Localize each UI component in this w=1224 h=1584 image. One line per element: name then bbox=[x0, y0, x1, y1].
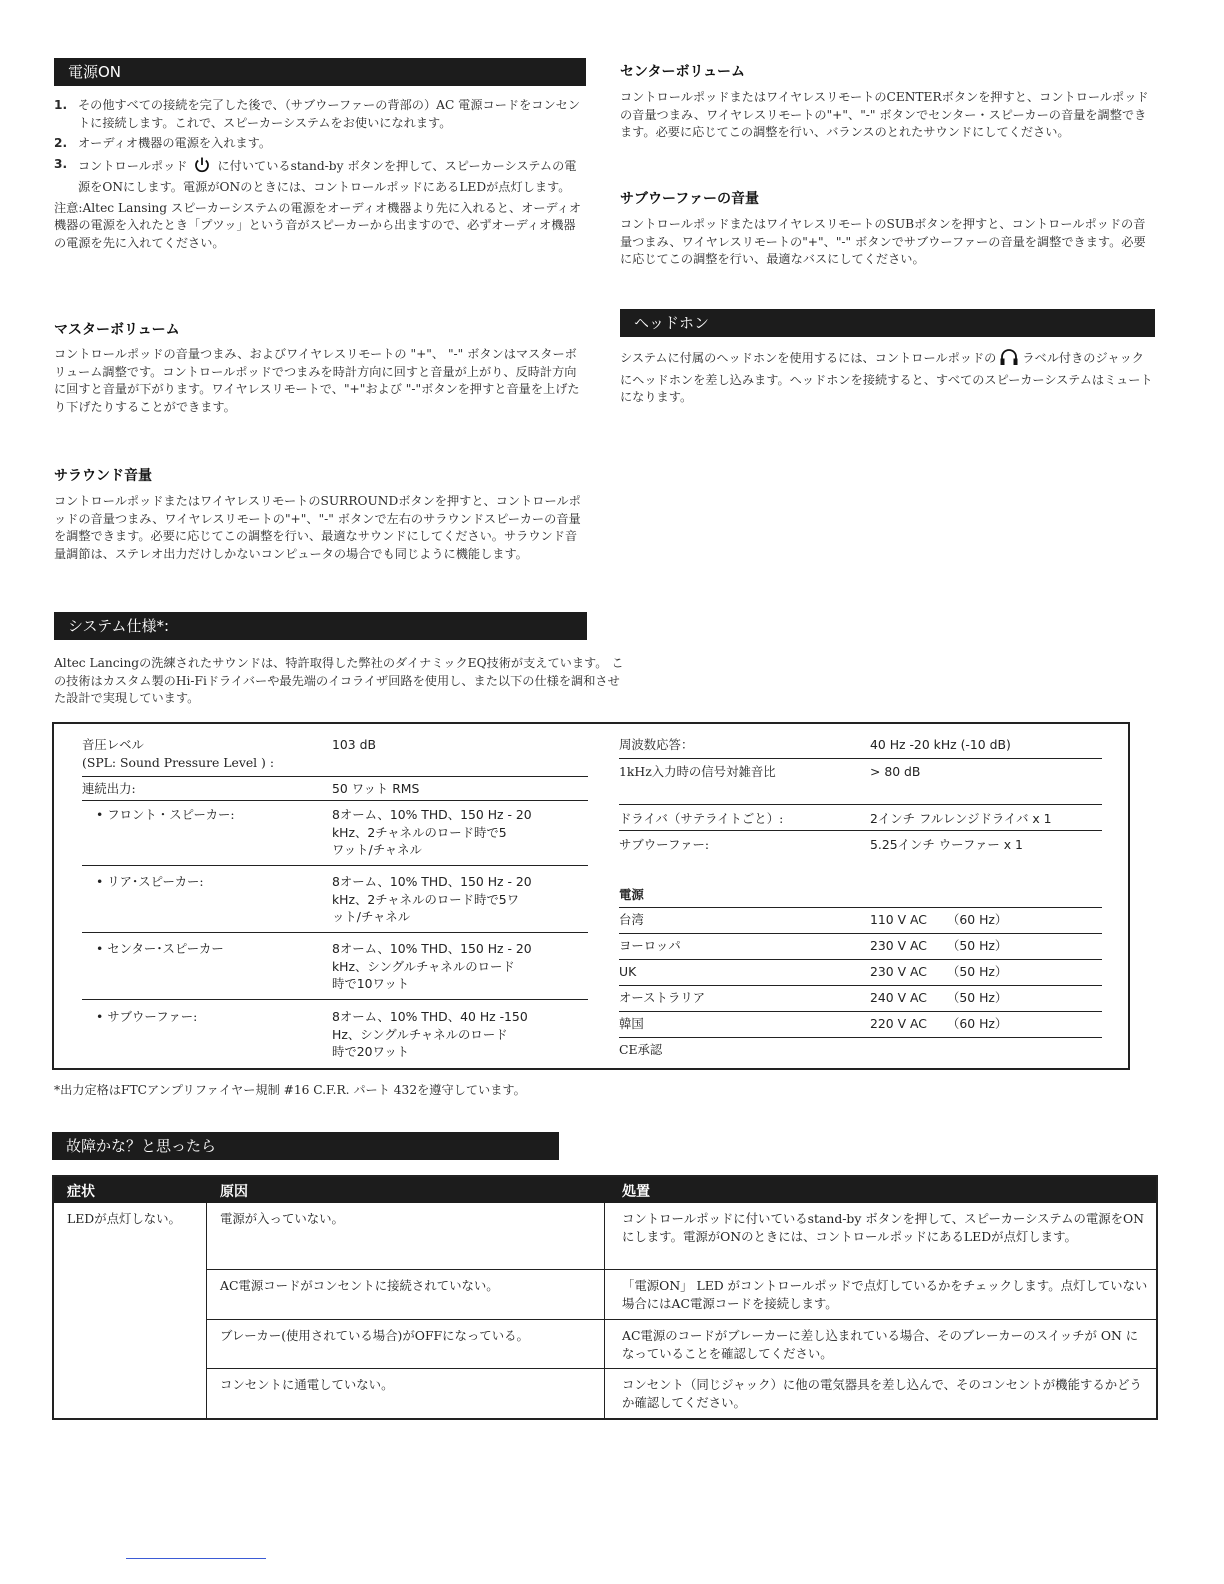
row-divider bbox=[206, 1368, 1158, 1369]
troubleshooting-table bbox=[52, 1175, 1158, 1420]
master-volume-text: コントロールポッドの音量つまみ、およびワイヤレスリモートの "+"、 "-" ボタンはマスターボリューム調整です。コントロールポッドでつまみを時計方向に回すと音量が上がり、反時計方向に回すと音量が下がります。ワイヤレスリモートで、"+"および "-"ボタンを押すと音量を上げたり下げたりすることができます。 bbox=[54, 347, 580, 414]
spec-label: 周波数応答： bbox=[619, 737, 694, 752]
power-voltage: 240 V AC bbox=[870, 990, 927, 1005]
divider bbox=[619, 985, 1102, 986]
divider bbox=[619, 959, 1102, 960]
list-item: 2. オーディオ機器の電源を入れます。 bbox=[54, 136, 272, 150]
power-on-note: 注意:Altec Lansing スピーカーシステムの電源をオーディオ機器より先に入れると、オーディオ機器の電源を入れたとき「プツッ」という音がスピーカーから出ますので、必ずオーディオ機器の電源を先に入れてください。 bbox=[54, 200, 582, 250]
header-cause: 原因 bbox=[220, 1184, 248, 1200]
power-region: 韓国 bbox=[619, 1016, 644, 1031]
footer-rule bbox=[126, 1558, 266, 1559]
spec-value: > 80 dB bbox=[870, 764, 921, 779]
divider bbox=[619, 933, 1102, 934]
power-on-steps bbox=[54, 97, 584, 197]
table-cell-cause: AC電源コードがコンセントに接続されていない。 bbox=[220, 1278, 499, 1293]
specs-box bbox=[52, 722, 1130, 1070]
header-symptom: 症状 bbox=[67, 1184, 95, 1200]
spec-label: サブウーファー: bbox=[619, 837, 710, 852]
subwoofer-volume-text: コントロールポッドまたはワイヤレスリモートのSUBボタンを押すと、コントロールポッドの音量つまみ、ワイヤレスリモートの"+"、"-" ボタンでサブウーファーの音量を調整できます。必要に応じてこの調整を行い、最適なバスにしてください。 bbox=[620, 217, 1146, 266]
spec-value: 5.25インチ ウーファー x 1 bbox=[870, 837, 1023, 852]
power-voltage: 230 V AC bbox=[870, 938, 927, 953]
spec-label: • リア･スピーカー: bbox=[96, 874, 204, 889]
power-frequency: （50 Hz） bbox=[947, 990, 1008, 1005]
list-item: 1. その他すべての接続を完了した後で、（サブウーファーの背部の）AC 電源コードをコンセントに接続します。これで、スピーカーシステムをお使いになれます。 bbox=[54, 98, 581, 130]
spec-value: 8オーム、10% THD、150 Hz - 20 kHz、2チャネルのロード時で5 ワット/チャネル bbox=[332, 807, 532, 857]
section-title: 電源ON bbox=[68, 63, 122, 81]
power-heading: 電源 bbox=[619, 887, 644, 902]
ce-approval: CE承認 bbox=[619, 1042, 663, 1057]
spec-label: • サブウーファー: bbox=[96, 1009, 198, 1024]
power-icon bbox=[193, 156, 211, 180]
divider bbox=[82, 800, 588, 801]
heading-surround-volume: サラウンド音量 bbox=[54, 468, 152, 484]
divider bbox=[619, 830, 1102, 831]
power-region: UK bbox=[619, 964, 637, 979]
section-bar-system-specs bbox=[54, 612, 587, 640]
table-cell-cause: 電源が入っていない。 bbox=[220, 1211, 344, 1226]
spec-value: 8オーム、10% THD、150 Hz - 20 kHz、2チャネルのロード時で5ワ ット/チャネル bbox=[332, 874, 532, 924]
specs-footnote: *出力定格はFTCアンプリファイヤー規制 #16 C.F.R. パート 432を遵守しています。 bbox=[54, 1083, 526, 1097]
row-divider bbox=[206, 1269, 1158, 1270]
divider bbox=[82, 999, 588, 1000]
power-frequency: （50 Hz） bbox=[947, 964, 1008, 979]
spec-value: 8オーム、10% THD、150 Hz - 20 kHz、シングルチャネルのロード 時で10ワット bbox=[332, 941, 532, 991]
divider bbox=[619, 1011, 1102, 1012]
table-cell-remedy: AC電源のコードがブレーカーに差し込まれている場合、そのブレーカーのスイッチが ON になっていることを確認してください。 bbox=[622, 1328, 1139, 1361]
power-frequency: （60 Hz） bbox=[947, 912, 1008, 927]
spec-label: 連続出力: bbox=[82, 781, 136, 796]
heading-master-volume: マスターボリューム bbox=[54, 322, 180, 338]
spec-label: • フロント・スピーカー: bbox=[96, 807, 235, 822]
table-cell-remedy: コンセント（同じジャック）に他の電気器具を差し込んで、そのコンセントが機能するかどうか確認してください。 bbox=[622, 1377, 1142, 1410]
table-cell-remedy: コントロールポッドに付いているstand-by ボタンを押して、スピーカーシステムの電源をONにします。電源がONのときには、コントロールポッドにあるLEDが点灯します。 bbox=[622, 1211, 1145, 1244]
power-region: 台湾 bbox=[619, 912, 644, 927]
spec-label: ドライバ（サテライトごと）: bbox=[619, 811, 784, 826]
power-frequency: （50 Hz） bbox=[947, 938, 1008, 953]
system-specs-intro: Altec Lancingの洗練されたサウンドは、特許取得した弊社のダイナミックEQ技術が支えています。 この技術はカスタム製のHi-Fiドライバーや最先端のイコライザ回路を使用し、また以下の仕様を調和させた設計で実現しています。 bbox=[54, 656, 624, 705]
power-voltage: 230 V AC bbox=[870, 964, 927, 979]
surround-volume-text: コントロールポッドまたはワイヤレスリモートのSURROUNDボタンを押すと、コントロールポッドの音量つまみ、ワイヤレスリモートの"+"、"-" ボタンで左右のサラウンドスピーカーの音量を調整できます。必要に応じてこの調整を行い、最適なサウンドにしてください。サラウンド音量調節は、ステレオ出力だけしかないコンピュータの場合でも同じように機能します。 bbox=[54, 494, 581, 561]
list-item: 3. コントロールポッド に付いているstand-by ボタンを押して、スピーカーシステムの電源をONにします。電源がONのときには、コントロールポッドにあるLEDが点灯します。 bbox=[54, 156, 577, 194]
section-title: 故障かな？と思ったら bbox=[66, 1137, 217, 1155]
divider bbox=[619, 1037, 1102, 1038]
spec-label: 1kHz入力時の信号対雑音比 bbox=[619, 764, 776, 779]
spec-label: • センター･スピーカー bbox=[96, 941, 224, 956]
spec-value: 50 ワット RMS bbox=[332, 781, 420, 796]
section-bar-headphones bbox=[620, 309, 1155, 337]
divider bbox=[619, 758, 1102, 759]
headphones-icon bbox=[999, 348, 1019, 372]
heading-subwoofer-volume: サブウーファーの音量 bbox=[620, 191, 760, 207]
power-voltage: 110 V AC bbox=[870, 912, 927, 927]
spec-value: 8オーム、10% THD、40 Hz -150 Hz、シングルチャネルのロード 時で20ワット bbox=[332, 1009, 528, 1059]
section-bar-troubleshooting bbox=[52, 1132, 559, 1160]
section-bar-power-on bbox=[54, 58, 586, 86]
divider bbox=[619, 907, 1102, 908]
table-cell-remedy: 「電源ON」 LED がコントロールポッドで点灯しているかをチェックします。点灯していない場合にはAC電源コードを接続します。 bbox=[622, 1278, 1148, 1311]
power-on-body bbox=[54, 97, 584, 252]
power-region: ヨーロッパ bbox=[619, 938, 681, 953]
section-title: システム仕様*: bbox=[68, 617, 170, 635]
column-divider bbox=[604, 1203, 605, 1418]
table-cell-cause: コンセントに通電していない。 bbox=[220, 1377, 394, 1392]
header-remedy: 処置 bbox=[622, 1184, 650, 1200]
spec-value: 40 Hz -20 kHz (-10 dB) bbox=[870, 737, 1011, 752]
divider bbox=[82, 932, 588, 933]
row-divider bbox=[206, 1319, 1158, 1320]
divider bbox=[619, 804, 1102, 805]
spec-label: 音圧レベル (SPL: Sound Pressure Level ) : bbox=[82, 737, 275, 770]
divider bbox=[82, 865, 588, 866]
heading-center-volume: センターボリューム bbox=[620, 64, 746, 80]
spec-value: 2インチ フルレンジドライバ x 1 bbox=[870, 811, 1052, 826]
divider bbox=[82, 776, 588, 777]
section-title: ヘッドホン bbox=[634, 314, 710, 332]
spec-value: 103 dB bbox=[332, 737, 376, 752]
table-header bbox=[54, 1177, 1156, 1203]
column-divider bbox=[206, 1203, 207, 1418]
power-region: オーストラリア bbox=[619, 990, 706, 1005]
headphones-text: システムに付属のヘッドホンを使用するには、コントロールポッドの ラベル付きのジャックにヘッドホンを差し込みます。ヘッドホンを接続すると、すべてのスピーカーシステムはミュートになります。 bbox=[620, 348, 1156, 407]
center-volume-text: コントロールポッドまたはワイヤレスリモートのCENTERボタンを押すと、コントロールポッドの音量つまみ、ワイヤレスリモートの"+"、"-" ボタンでセンター・スピーカーの音量を調整できます。必要に応じてこの調整を行い、バランスのとれたサウンドにしてください。 bbox=[620, 90, 1149, 139]
power-frequency: （60 Hz） bbox=[947, 1016, 1008, 1031]
table-cell-symptom: LEDが点灯しない。 bbox=[67, 1211, 181, 1226]
power-voltage: 220 V AC bbox=[870, 1016, 927, 1031]
table-cell-cause: ブレーカー(使用されている場合)がOFFになっている。 bbox=[220, 1328, 529, 1343]
